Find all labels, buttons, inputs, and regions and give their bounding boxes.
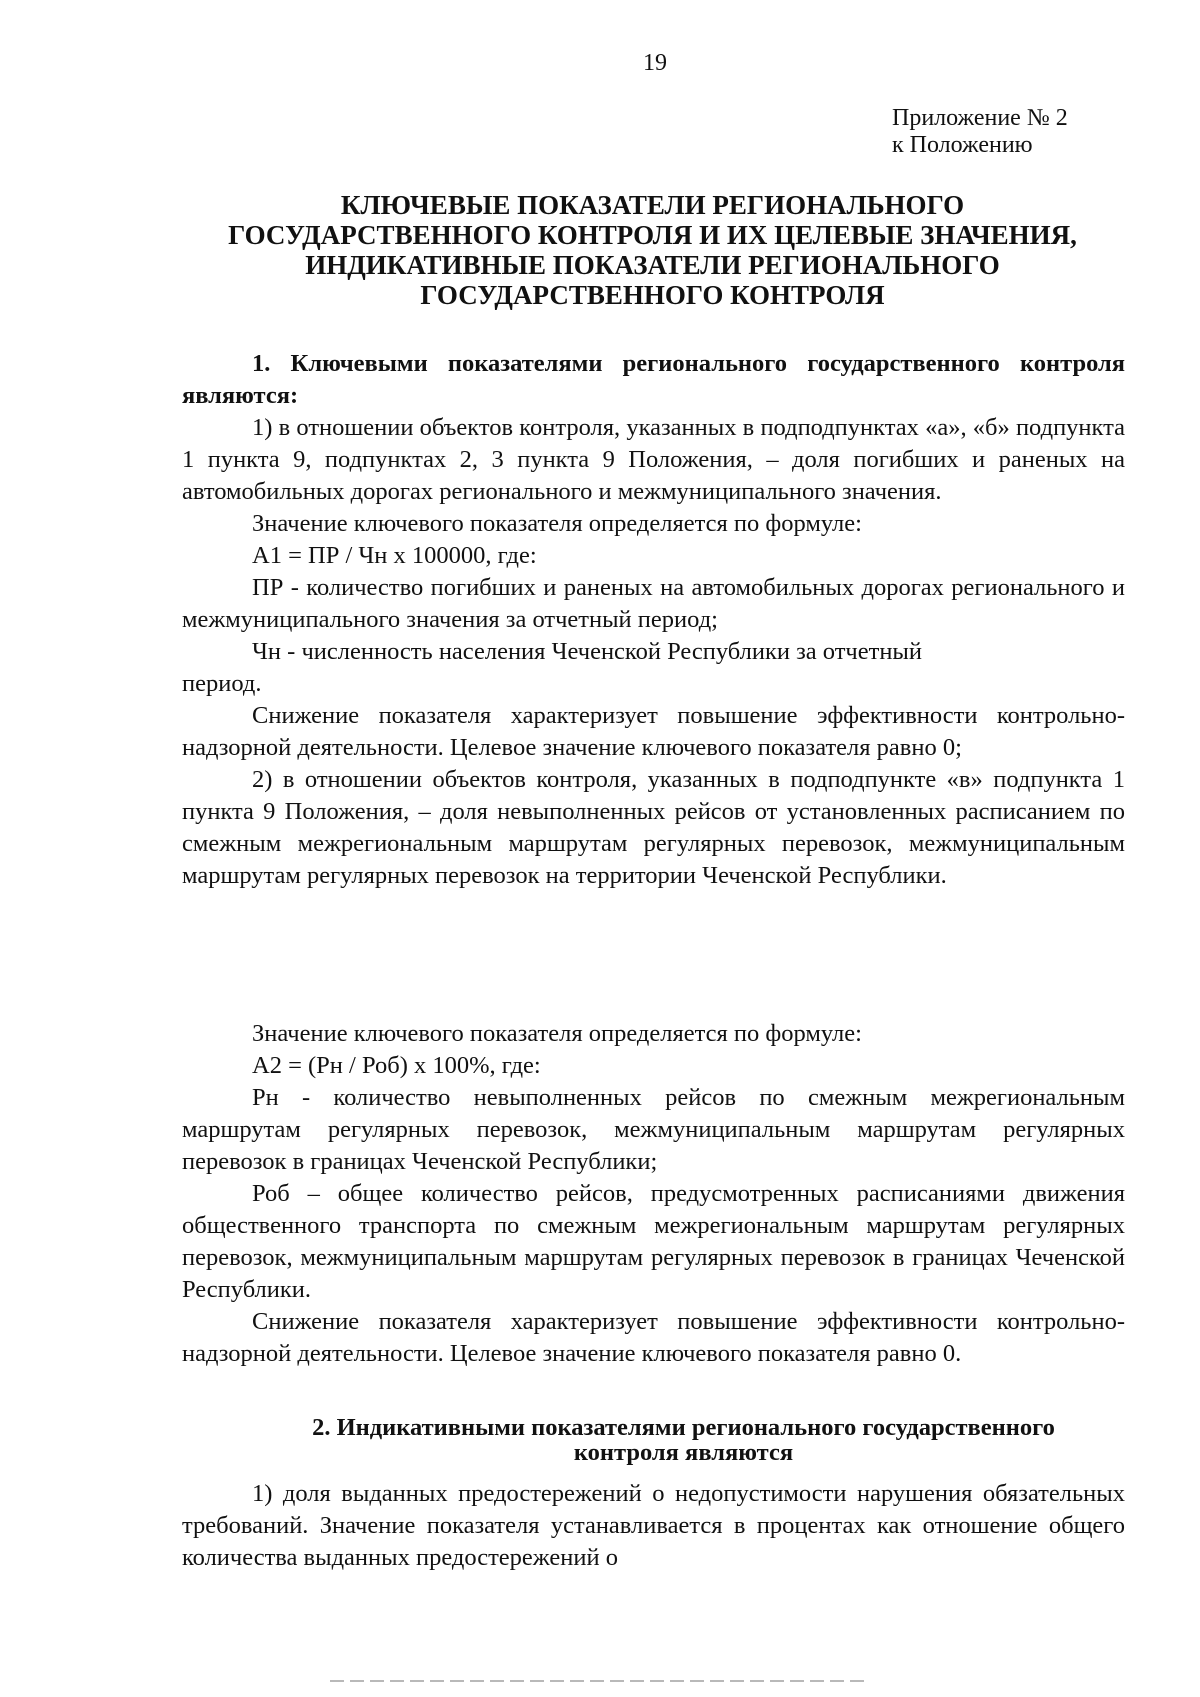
scan-artifact-line	[330, 1680, 870, 1682]
definition-pr: ПР - количество погибших и раненых на автомобильных дорогах регионального и межмуниципального значения за отчетный период;	[182, 574, 1125, 633]
definition-chn-tail: период.	[182, 670, 262, 697]
title-line-1: КЛЮЧЕВЫЕ ПОКАЗАТЕЛИ РЕГИОНАЛЬНОГО	[340, 190, 965, 220]
section-1-part-2	[182, 1018, 1125, 1370]
title-line-4: ГОСУДАРСТВЕННОГО КОНТРОЛЯ	[420, 280, 885, 310]
formula-intro-1: Значение ключевого показателя определяется по формуле:	[252, 510, 862, 537]
section-1-item-2: 2) в отношении объектов контроля, указанных в подподпункте «в» подпункта 1 пункта 9 Положения, – доля невыполненных рейсов от установленных расписанием по смежным межрегиональным маршрутам регулярных перевозок, межмуниципальным маршрутам регулярных перевозок на территории Чеченской Республики.	[182, 766, 1125, 889]
appendix-line-2: к Положению	[892, 132, 1033, 158]
formula-2: А2 = (Рн / Роб) х 100%, где:	[252, 1052, 541, 1079]
section-2-item-1: 1) доля выданных предостережений о недопустимости нарушения обязательных требований. Значение показателя устанавливается в процентах как отношение общего количества выданных предостережений о	[182, 1480, 1125, 1571]
definition-rn: Рн - количество невыполненных рейсов по смежным межрегиональным маршрутам регулярных перевозок, межмуниципальным маршрутам регулярных перевозок в границах Чеченской Республики;	[182, 1084, 1125, 1175]
section-1-heading: 1. Ключевыми показателями регионального государственного контроля являются:	[182, 350, 1125, 409]
appendix-note	[892, 105, 1068, 159]
conclusion-1: Снижение показателя характеризует повышение эффективности контрольно-надзорной деятельности. Целевое значение ключевого показателя равно 0;	[182, 702, 1125, 761]
section-2-body	[182, 1478, 1125, 1574]
title-line-3: ИНДИКАТИВНЫЕ ПОКАЗАТЕЛИ РЕГИОНАЛЬНОГО	[305, 250, 1000, 280]
section-2-heading-line-2: контроля являются	[573, 1439, 794, 1466]
section-2-heading-line-1: 2. Индикативными показателями регионального государственного	[312, 1414, 1055, 1441]
title-line-2: ГОСУДАРСТВЕННОГО КОНТРОЛЯ И ИХ ЦЕЛЕВЫЕ ЗНАЧЕНИЯ,	[228, 220, 1077, 250]
page-number: 19	[643, 50, 667, 76]
formula-1: А1 = ПР / Чн х 100000, где:	[252, 542, 537, 569]
section-1-part-1	[182, 348, 1125, 892]
appendix-line-1: Приложение № 2	[892, 105, 1068, 131]
section-2-heading	[182, 1415, 1125, 1465]
definition-chn: Чн - численность населения Чеченской Республики за отчетный	[252, 638, 923, 665]
conclusion-2: Снижение показателя характеризует повышение эффективности контрольно-надзорной деятельности. Целевое значение ключевого показателя равно 0.	[182, 1308, 1125, 1367]
document-title	[180, 190, 1125, 310]
formula-intro-2: Значение ключевого показателя определяется по формуле:	[252, 1020, 862, 1047]
section-1-item-1: 1) в отношении объектов контроля, указанных в подподпунктах «а», «б» подпункта 1 пункта 9, подпунктах 2, 3 пункта 9 Положения, – доля погибших и раненых на автомобильных дорогах регионального и межмуниципального значения.	[182, 414, 1125, 505]
definition-rob: Роб – общее количество рейсов, предусмотренных расписаниями движения общественного транспорта по смежным межрегиональным маршрутам регулярных перевозок, межмуниципальным маршрутам регулярных перевозок в границах Чеченской Республики.	[182, 1180, 1125, 1303]
